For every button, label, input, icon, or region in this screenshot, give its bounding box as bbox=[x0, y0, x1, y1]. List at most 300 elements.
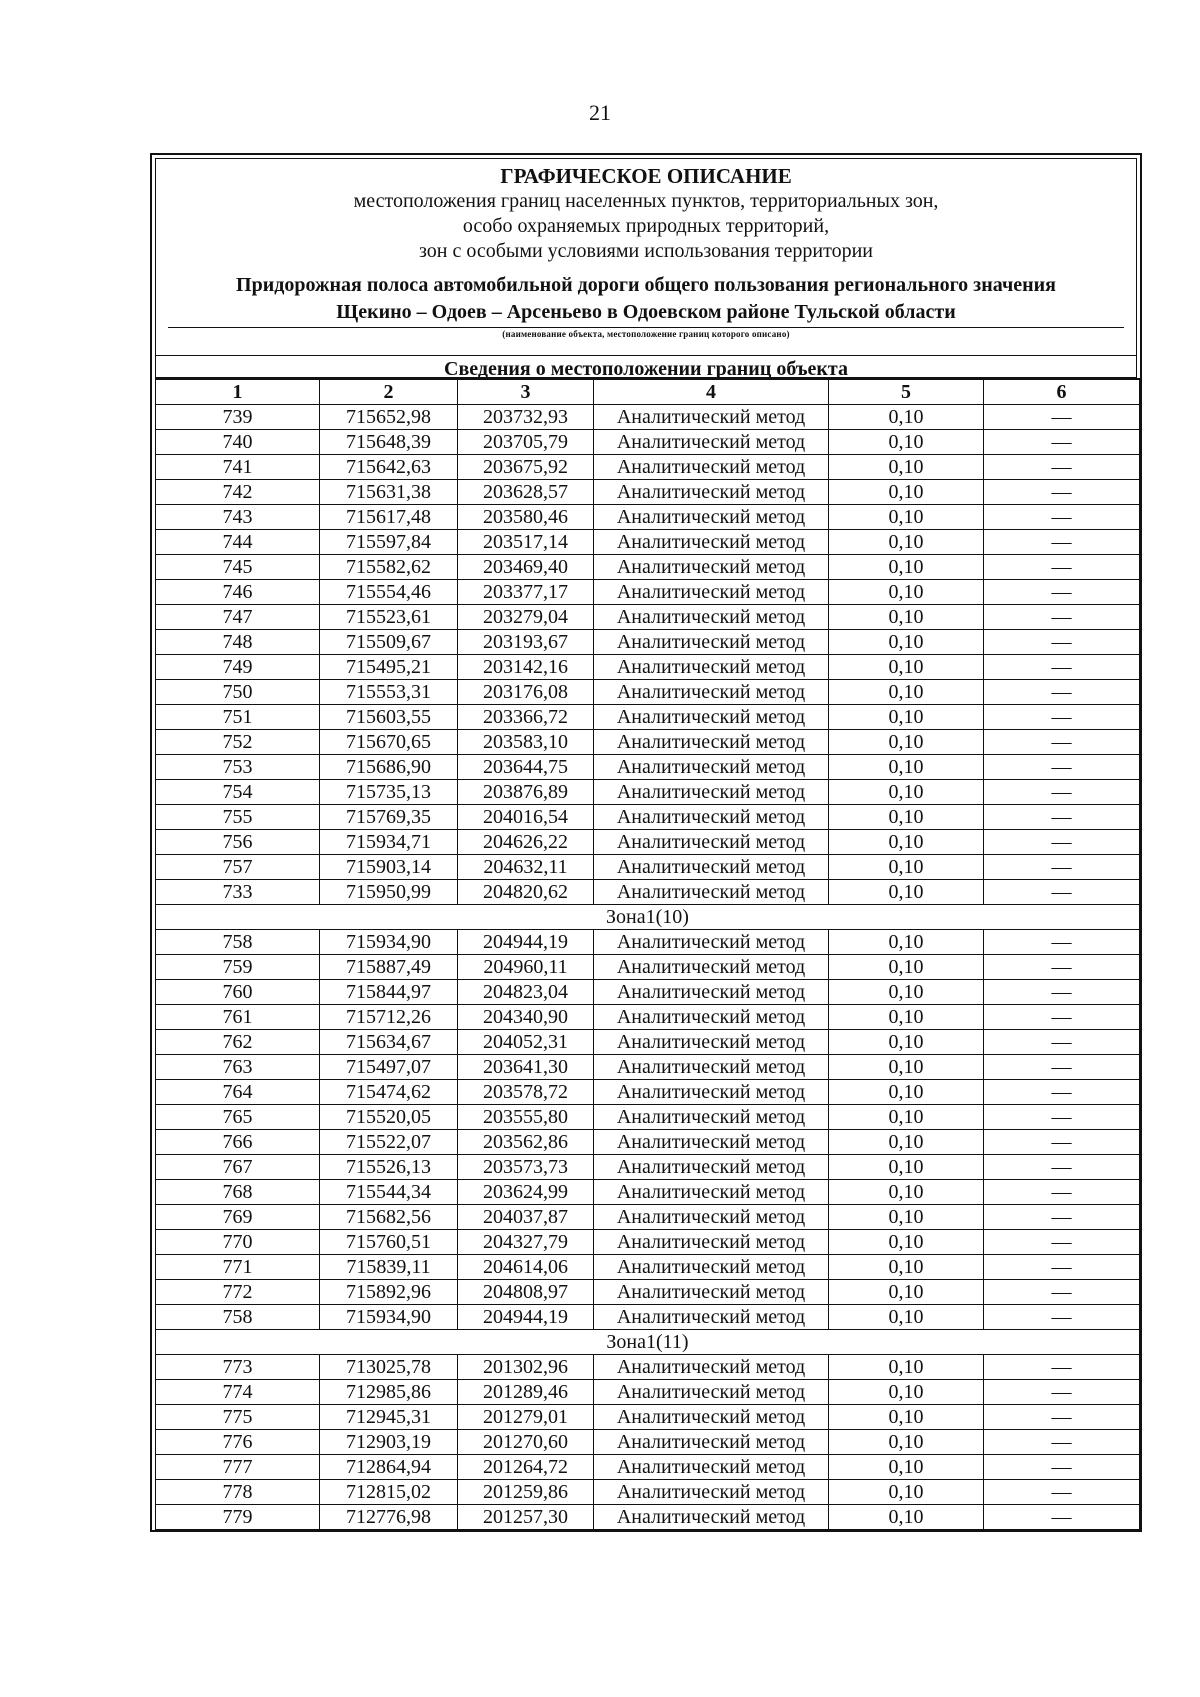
x-coordinate-cell: 712776,98 bbox=[320, 1505, 458, 1530]
y-coordinate-cell: 203193,67 bbox=[458, 630, 594, 655]
y-coordinate-cell: 201279,01 bbox=[458, 1405, 594, 1430]
description-cell: — bbox=[984, 805, 1140, 830]
table-row bbox=[156, 1105, 1140, 1130]
method-cell: Аналитический метод bbox=[594, 1230, 829, 1255]
description-cell: — bbox=[984, 755, 1140, 780]
accuracy-cell: 0,10 bbox=[829, 1005, 984, 1030]
y-coordinate-cell: 204052,31 bbox=[458, 1030, 594, 1055]
zone-row bbox=[156, 905, 1140, 930]
point-number-cell: 757 bbox=[156, 855, 320, 880]
description-cell: — bbox=[984, 705, 1140, 730]
description-cell: — bbox=[984, 1355, 1140, 1380]
description-line: зон с особыми условиями использования территории bbox=[418, 240, 874, 262]
y-coordinate-cell: 203142,16 bbox=[458, 655, 594, 680]
y-coordinate-cell: 203732,93 bbox=[458, 405, 594, 430]
description-cell: — bbox=[984, 730, 1140, 755]
table-row bbox=[156, 530, 1140, 555]
table-row bbox=[156, 405, 1140, 430]
accuracy-cell: 0,10 bbox=[829, 1230, 984, 1255]
method-cell: Аналитический метод bbox=[594, 1130, 829, 1155]
column-header: 3 bbox=[458, 379, 594, 405]
method-cell: Аналитический метод bbox=[594, 880, 829, 905]
y-coordinate-cell: 203377,17 bbox=[458, 580, 594, 605]
x-coordinate-cell: 715769,35 bbox=[320, 805, 458, 830]
x-coordinate-cell: 715648,39 bbox=[320, 430, 458, 455]
accuracy-cell: 0,10 bbox=[829, 1480, 984, 1505]
x-coordinate-cell: 715554,46 bbox=[320, 580, 458, 605]
description-cell: — bbox=[984, 1505, 1140, 1530]
method-cell: Аналитический метод bbox=[594, 980, 829, 1005]
accuracy-cell: 0,10 bbox=[829, 1380, 984, 1405]
table-row bbox=[156, 605, 1140, 630]
y-coordinate-cell: 203555,80 bbox=[458, 1105, 594, 1130]
y-coordinate-cell: 203366,72 bbox=[458, 705, 594, 730]
description-cell: — bbox=[984, 1005, 1140, 1030]
method-cell: Аналитический метод bbox=[594, 630, 829, 655]
y-coordinate-cell: 203580,46 bbox=[458, 505, 594, 530]
y-coordinate-cell: 203176,08 bbox=[458, 680, 594, 705]
y-coordinate-cell: 201257,30 bbox=[458, 1505, 594, 1530]
point-number-cell: 743 bbox=[156, 505, 320, 530]
y-coordinate-cell: 201259,86 bbox=[458, 1480, 594, 1505]
point-number-cell: 755 bbox=[156, 805, 320, 830]
description-cell: — bbox=[984, 830, 1140, 855]
point-number-cell: 778 bbox=[156, 1480, 320, 1505]
method-cell: Аналитический метод bbox=[594, 1505, 829, 1530]
y-coordinate-cell: 204823,04 bbox=[458, 980, 594, 1005]
accuracy-cell: 0,10 bbox=[829, 405, 984, 430]
point-number-cell: 771 bbox=[156, 1255, 320, 1280]
accuracy-cell: 0,10 bbox=[829, 1080, 984, 1105]
description-cell: — bbox=[984, 530, 1140, 555]
method-cell: Аналитический метод bbox=[594, 1455, 829, 1480]
x-coordinate-cell: 712985,86 bbox=[320, 1380, 458, 1405]
point-number-cell: 766 bbox=[156, 1130, 320, 1155]
zone-row bbox=[156, 1330, 1140, 1355]
table-row bbox=[156, 1255, 1140, 1280]
point-number-cell: 777 bbox=[156, 1455, 320, 1480]
accuracy-cell: 0,10 bbox=[829, 1105, 984, 1130]
zone-label: Зона1(11) bbox=[156, 1330, 1140, 1355]
description-cell: — bbox=[984, 955, 1140, 980]
y-coordinate-cell: 201289,46 bbox=[458, 1380, 594, 1405]
table-row bbox=[156, 980, 1140, 1005]
point-number-cell: 774 bbox=[156, 1380, 320, 1405]
table-row bbox=[156, 555, 1140, 580]
y-coordinate-cell: 203675,92 bbox=[458, 455, 594, 480]
point-number-cell: 741 bbox=[156, 455, 320, 480]
table-row bbox=[156, 1505, 1140, 1530]
accuracy-cell: 0,10 bbox=[829, 1455, 984, 1480]
y-coordinate-cell: 203469,40 bbox=[458, 555, 594, 580]
description-frame bbox=[150, 153, 1142, 1532]
point-number-cell: 765 bbox=[156, 1105, 320, 1130]
y-coordinate-cell: 203876,89 bbox=[458, 780, 594, 805]
y-coordinate-cell: 203279,04 bbox=[458, 605, 594, 630]
table-row bbox=[156, 1130, 1140, 1155]
x-coordinate-cell: 715617,48 bbox=[320, 505, 458, 530]
description-cell: — bbox=[984, 555, 1140, 580]
point-number-cell: 779 bbox=[156, 1505, 320, 1530]
y-coordinate-cell: 204614,06 bbox=[458, 1255, 594, 1280]
accuracy-cell: 0,10 bbox=[829, 955, 984, 980]
x-coordinate-cell: 715634,67 bbox=[320, 1030, 458, 1055]
description-cell: — bbox=[984, 1105, 1140, 1130]
accuracy-cell: 0,10 bbox=[829, 1355, 984, 1380]
x-coordinate-cell: 715522,07 bbox=[320, 1130, 458, 1155]
accuracy-cell: 0,10 bbox=[829, 530, 984, 555]
table-row bbox=[156, 730, 1140, 755]
description-cell: — bbox=[984, 1205, 1140, 1230]
x-coordinate-cell: 712903,19 bbox=[320, 1430, 458, 1455]
method-cell: Аналитический метод bbox=[594, 705, 829, 730]
table-row bbox=[156, 830, 1140, 855]
description-cell: — bbox=[984, 405, 1140, 430]
accuracy-cell: 0,10 bbox=[829, 930, 984, 955]
x-coordinate-cell: 715934,71 bbox=[320, 830, 458, 855]
point-number-cell: 775 bbox=[156, 1405, 320, 1430]
y-coordinate-cell: 203644,75 bbox=[458, 755, 594, 780]
x-coordinate-cell: 715544,34 bbox=[320, 1180, 458, 1205]
accuracy-cell: 0,10 bbox=[829, 880, 984, 905]
accuracy-cell: 0,10 bbox=[829, 580, 984, 605]
table-row bbox=[156, 1080, 1140, 1105]
table-row bbox=[156, 1180, 1140, 1205]
accuracy-cell: 0,10 bbox=[829, 730, 984, 755]
method-cell: Аналитический метод bbox=[594, 480, 829, 505]
y-coordinate-cell: 203573,73 bbox=[458, 1155, 594, 1180]
point-number-cell: 768 bbox=[156, 1180, 320, 1205]
point-number-cell: 744 bbox=[156, 530, 320, 555]
point-number-cell: 751 bbox=[156, 705, 320, 730]
point-number-cell: 749 bbox=[156, 655, 320, 680]
description-line: местоположения границ населенных пунктов, территориальных зон, bbox=[353, 190, 939, 212]
header-block bbox=[155, 158, 1137, 356]
table-row bbox=[156, 705, 1140, 730]
y-coordinate-cell: 201270,60 bbox=[458, 1430, 594, 1455]
accuracy-cell: 0,10 bbox=[829, 855, 984, 880]
y-coordinate-cell: 203578,72 bbox=[458, 1080, 594, 1105]
description-cell: — bbox=[984, 1430, 1140, 1455]
accuracy-cell: 0,10 bbox=[829, 680, 984, 705]
x-coordinate-cell: 713025,78 bbox=[320, 1355, 458, 1380]
x-coordinate-cell: 712815,02 bbox=[320, 1480, 458, 1505]
zone-label: Зона1(10) bbox=[156, 905, 1140, 930]
accuracy-cell: 0,10 bbox=[829, 1030, 984, 1055]
accuracy-cell: 0,10 bbox=[829, 455, 984, 480]
accuracy-cell: 0,10 bbox=[829, 830, 984, 855]
table-row bbox=[156, 1430, 1140, 1455]
x-coordinate-cell: 715682,56 bbox=[320, 1205, 458, 1230]
method-cell: Аналитический метод bbox=[594, 1405, 829, 1430]
x-coordinate-cell: 715670,65 bbox=[320, 730, 458, 755]
description-cell: — bbox=[984, 1055, 1140, 1080]
accuracy-cell: 0,10 bbox=[829, 1430, 984, 1455]
accuracy-cell: 0,10 bbox=[829, 1055, 984, 1080]
y-coordinate-cell: 204944,19 bbox=[458, 1305, 594, 1330]
table-row bbox=[156, 955, 1140, 980]
point-number-cell: 756 bbox=[156, 830, 320, 855]
point-number-cell: 733 bbox=[156, 880, 320, 905]
description-cell: — bbox=[984, 1455, 1140, 1480]
column-header: 4 bbox=[594, 379, 829, 405]
description-cell: — bbox=[984, 1255, 1140, 1280]
x-coordinate-cell: 715631,38 bbox=[320, 480, 458, 505]
x-coordinate-cell: 715582,62 bbox=[320, 555, 458, 580]
accuracy-cell: 0,10 bbox=[829, 1205, 984, 1230]
accuracy-cell: 0,10 bbox=[829, 1280, 984, 1305]
method-cell: Аналитический метод bbox=[594, 580, 829, 605]
document-title: ГРАФИЧЕСКОЕ ОПИСАНИЕ bbox=[500, 164, 792, 188]
point-number-cell: 753 bbox=[156, 755, 320, 780]
point-number-cell: 740 bbox=[156, 430, 320, 455]
y-coordinate-cell: 204960,11 bbox=[458, 955, 594, 980]
point-number-cell: 769 bbox=[156, 1205, 320, 1230]
accuracy-cell: 0,10 bbox=[829, 630, 984, 655]
y-coordinate-cell: 201302,96 bbox=[458, 1355, 594, 1380]
description-cell: — bbox=[984, 1130, 1140, 1155]
method-cell: Аналитический метод bbox=[594, 1080, 829, 1105]
description-cell: — bbox=[984, 1280, 1140, 1305]
y-coordinate-cell: 203583,10 bbox=[458, 730, 594, 755]
method-cell: Аналитический метод bbox=[594, 1305, 829, 1330]
description-cell: — bbox=[984, 1480, 1140, 1505]
description-cell: — bbox=[984, 455, 1140, 480]
accuracy-cell: 0,10 bbox=[829, 480, 984, 505]
table-row bbox=[156, 1405, 1140, 1430]
method-cell: Аналитический метод bbox=[594, 755, 829, 780]
method-cell: Аналитический метод bbox=[594, 1155, 829, 1180]
description-cell: — bbox=[984, 980, 1140, 1005]
accuracy-cell: 0,10 bbox=[829, 430, 984, 455]
table-row bbox=[156, 780, 1140, 805]
table-row bbox=[156, 930, 1140, 955]
description-cell: — bbox=[984, 855, 1140, 880]
point-number-cell: 762 bbox=[156, 1030, 320, 1055]
method-cell: Аналитический метод bbox=[594, 505, 829, 530]
description-cell: — bbox=[984, 480, 1140, 505]
x-coordinate-cell: 715642,63 bbox=[320, 455, 458, 480]
point-number-cell: 760 bbox=[156, 980, 320, 1005]
point-number-cell: 758 bbox=[156, 1305, 320, 1330]
description-cell: — bbox=[984, 1030, 1140, 1055]
accuracy-cell: 0,10 bbox=[829, 805, 984, 830]
x-coordinate-cell: 715526,13 bbox=[320, 1155, 458, 1180]
x-coordinate-cell: 715509,67 bbox=[320, 630, 458, 655]
table-row bbox=[156, 580, 1140, 605]
y-coordinate-cell: 204944,19 bbox=[458, 930, 594, 955]
table-row bbox=[156, 1155, 1140, 1180]
point-number-cell: 767 bbox=[156, 1155, 320, 1180]
table-row bbox=[156, 1480, 1140, 1505]
method-cell: Аналитический метод bbox=[594, 955, 829, 980]
x-coordinate-cell: 712864,94 bbox=[320, 1455, 458, 1480]
description-cell: — bbox=[984, 505, 1140, 530]
point-number-cell: 772 bbox=[156, 1280, 320, 1305]
method-cell: Аналитический метод bbox=[594, 680, 829, 705]
table-row bbox=[156, 430, 1140, 455]
y-coordinate-cell: 204340,90 bbox=[458, 1005, 594, 1030]
method-cell: Аналитический метод bbox=[594, 780, 829, 805]
description-cell: — bbox=[984, 1080, 1140, 1105]
method-cell: Аналитический метод bbox=[594, 1205, 829, 1230]
method-cell: Аналитический метод bbox=[594, 530, 829, 555]
x-coordinate-cell: 715950,99 bbox=[320, 880, 458, 905]
table-row bbox=[156, 755, 1140, 780]
point-number-cell: 761 bbox=[156, 1005, 320, 1030]
table-row bbox=[156, 1280, 1140, 1305]
table-row bbox=[156, 805, 1140, 830]
method-cell: Аналитический метод bbox=[594, 655, 829, 680]
x-coordinate-cell: 715735,13 bbox=[320, 780, 458, 805]
accuracy-cell: 0,10 bbox=[829, 705, 984, 730]
y-coordinate-cell: 204626,22 bbox=[458, 830, 594, 855]
method-cell: Аналитический метод bbox=[594, 1180, 829, 1205]
description-cell: — bbox=[984, 655, 1140, 680]
x-coordinate-cell: 715934,90 bbox=[320, 930, 458, 955]
table-row bbox=[156, 505, 1140, 530]
description-cell: — bbox=[984, 1405, 1140, 1430]
description-cell: — bbox=[984, 780, 1140, 805]
description-cell: — bbox=[984, 1305, 1140, 1330]
table-row bbox=[156, 1230, 1140, 1255]
x-coordinate-cell: 715553,31 bbox=[320, 680, 458, 705]
y-coordinate-cell: 203517,14 bbox=[458, 530, 594, 555]
object-name-line: Придорожная полоса автомобильной дороги общего пользования регионального значения bbox=[236, 274, 1056, 296]
method-cell: Аналитический метод bbox=[594, 405, 829, 430]
accuracy-cell: 0,10 bbox=[829, 505, 984, 530]
description-cell: — bbox=[984, 1230, 1140, 1255]
description-cell: — bbox=[984, 930, 1140, 955]
description-cell: — bbox=[984, 630, 1140, 655]
method-cell: Аналитический метод bbox=[594, 1030, 829, 1055]
accuracy-cell: 0,10 bbox=[829, 1180, 984, 1205]
x-coordinate-cell: 715523,61 bbox=[320, 605, 458, 630]
x-coordinate-cell: 715686,90 bbox=[320, 755, 458, 780]
accuracy-cell: 0,10 bbox=[829, 780, 984, 805]
description-cell: — bbox=[984, 430, 1140, 455]
object-caption: (наименование объекта, местоположение границ которого описано) bbox=[502, 329, 790, 339]
point-number-cell: 759 bbox=[156, 955, 320, 980]
accuracy-cell: 0,10 bbox=[829, 1255, 984, 1280]
accuracy-cell: 0,10 bbox=[829, 1130, 984, 1155]
method-cell: Аналитический метод bbox=[594, 1280, 829, 1305]
table-row bbox=[156, 1205, 1140, 1230]
x-coordinate-cell: 715903,14 bbox=[320, 855, 458, 880]
description-cell: — bbox=[984, 1155, 1140, 1180]
point-number-cell: 764 bbox=[156, 1080, 320, 1105]
point-number-cell: 750 bbox=[156, 680, 320, 705]
x-coordinate-cell: 715760,51 bbox=[320, 1230, 458, 1255]
x-coordinate-cell: 715520,05 bbox=[320, 1105, 458, 1130]
accuracy-cell: 0,10 bbox=[829, 1505, 984, 1530]
method-cell: Аналитический метод bbox=[594, 455, 829, 480]
method-cell: Аналитический метод bbox=[594, 1430, 829, 1455]
description-cell: — bbox=[984, 605, 1140, 630]
method-cell: Аналитический метод bbox=[594, 930, 829, 955]
method-cell: Аналитический метод bbox=[594, 730, 829, 755]
column-header: 5 bbox=[829, 379, 984, 405]
point-number-cell: 752 bbox=[156, 730, 320, 755]
table-row bbox=[156, 880, 1140, 905]
x-coordinate-cell: 715652,98 bbox=[320, 405, 458, 430]
table-row bbox=[156, 680, 1140, 705]
description-cell: — bbox=[984, 680, 1140, 705]
table-row bbox=[156, 1305, 1140, 1330]
description-cell: — bbox=[984, 580, 1140, 605]
x-coordinate-cell: 715839,11 bbox=[320, 1255, 458, 1280]
point-number-cell: 758 bbox=[156, 930, 320, 955]
point-number-cell: 746 bbox=[156, 580, 320, 605]
table-row bbox=[156, 1030, 1140, 1055]
x-coordinate-cell: 715597,84 bbox=[320, 530, 458, 555]
section-title: Сведения о местоположении границ объекта bbox=[155, 356, 1137, 378]
column-header: 2 bbox=[320, 379, 458, 405]
x-coordinate-cell: 715844,97 bbox=[320, 980, 458, 1005]
point-number-cell: 773 bbox=[156, 1355, 320, 1380]
point-number-cell: 742 bbox=[156, 480, 320, 505]
table-row bbox=[156, 1005, 1140, 1030]
method-cell: Аналитический метод bbox=[594, 1380, 829, 1405]
accuracy-cell: 0,10 bbox=[829, 755, 984, 780]
method-cell: Аналитический метод bbox=[594, 1105, 829, 1130]
point-number-cell: 770 bbox=[156, 1230, 320, 1255]
accuracy-cell: 0,10 bbox=[829, 555, 984, 580]
column-header: 1 bbox=[156, 379, 320, 405]
x-coordinate-cell: 715497,07 bbox=[320, 1055, 458, 1080]
method-cell: Аналитический метод bbox=[594, 555, 829, 580]
x-coordinate-cell: 715887,49 bbox=[320, 955, 458, 980]
point-number-cell: 754 bbox=[156, 780, 320, 805]
description-cell: — bbox=[984, 880, 1140, 905]
accuracy-cell: 0,10 bbox=[829, 1405, 984, 1430]
coordinates-table bbox=[155, 378, 1140, 1530]
x-coordinate-cell: 715934,90 bbox=[320, 1305, 458, 1330]
x-coordinate-cell: 715603,55 bbox=[320, 705, 458, 730]
method-cell: Аналитический метод bbox=[594, 805, 829, 830]
table-body bbox=[156, 405, 1140, 1530]
point-number-cell: 748 bbox=[156, 630, 320, 655]
y-coordinate-cell: 204808,97 bbox=[458, 1280, 594, 1305]
table-row bbox=[156, 1455, 1140, 1480]
accuracy-cell: 0,10 bbox=[829, 655, 984, 680]
accuracy-cell: 0,10 bbox=[829, 1155, 984, 1180]
point-number-cell: 739 bbox=[156, 405, 320, 430]
method-cell: Аналитический метод bbox=[594, 1255, 829, 1280]
y-coordinate-cell: 203624,99 bbox=[458, 1180, 594, 1205]
point-number-cell: 747 bbox=[156, 605, 320, 630]
method-cell: Аналитический метод bbox=[594, 830, 829, 855]
table-row bbox=[156, 480, 1140, 505]
method-cell: Аналитический метод bbox=[594, 1480, 829, 1505]
y-coordinate-cell: 204037,87 bbox=[458, 1205, 594, 1230]
x-coordinate-cell: 712945,31 bbox=[320, 1405, 458, 1430]
column-header: 6 bbox=[984, 379, 1140, 405]
y-coordinate-cell: 204327,79 bbox=[458, 1230, 594, 1255]
table-header-row bbox=[156, 379, 1140, 405]
x-coordinate-cell: 715474,62 bbox=[320, 1080, 458, 1105]
table-row bbox=[156, 655, 1140, 680]
x-coordinate-cell: 715712,26 bbox=[320, 1005, 458, 1030]
method-cell: Аналитический метод bbox=[594, 1055, 829, 1080]
accuracy-cell: 0,10 bbox=[829, 980, 984, 1005]
method-cell: Аналитический метод bbox=[594, 855, 829, 880]
y-coordinate-cell: 203628,57 bbox=[458, 480, 594, 505]
accuracy-cell: 0,10 bbox=[829, 1305, 984, 1330]
description-line: особо охраняемых природных территорий, bbox=[462, 215, 830, 237]
table-row bbox=[156, 1355, 1140, 1380]
table-row bbox=[156, 1380, 1140, 1405]
